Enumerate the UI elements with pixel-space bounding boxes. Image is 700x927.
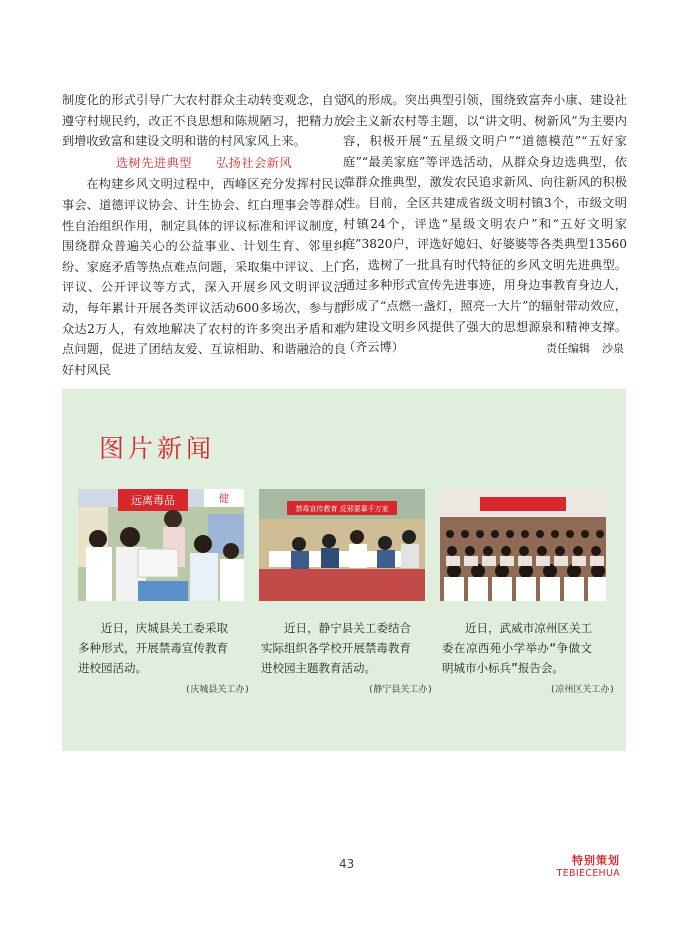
photo-source: (庆城县关工办)	[185, 685, 250, 695]
news-photo-jingning	[259, 489, 425, 601]
banner-text: 健	[219, 494, 229, 505]
page-number: 43	[339, 857, 355, 871]
article-paragraph: 在构建乡风文明过程中，西峰区充分发挥村民议事会、道德评议协会、计生协会、红白理事会等群众性自治组织作用，制定具体的评议标准和评议制度，围绕群众普遍关心的公益事业、计划生育、邻里纠纷、家庭矛盾等热点难点问题，采取集中评议、上门评议、公开评议等方式，深入开展乡风文明评议活动，每年累计开展各类评议活动600多场次，参与群众达2万人，有效地解决了农村的许多突出矛盾和难点问题，促进了团结友爱、互谅相助、和谐融洽的良好村风民	[62, 177, 346, 377]
subheading-part: 选树先进典型	[115, 155, 192, 170]
article-right-column	[343, 90, 627, 358]
section-name-en: TEBIECEHUA	[556, 868, 620, 879]
section-subheading	[62, 153, 346, 174]
news-photo-qingcheng	[78, 489, 244, 601]
photo-caption: 近日，武威市凉州区关工委在凉西苑小学举办“争做文明城市小标兵”报告会。	[442, 621, 592, 675]
article-left-column	[62, 90, 346, 380]
banner-text: 远离毒品	[131, 494, 175, 507]
section-tag	[557, 852, 620, 879]
section-name-cn: 特别策划	[572, 854, 620, 867]
picture-news-title: 图片新闻	[99, 434, 216, 463]
photo-source: (静宁县关工办)	[368, 685, 433, 695]
photo-caption: 近日，庆城县关工委采取多种形式，开展禁毒宣传教育进校园活动。	[78, 621, 228, 675]
banner-text: 禁毒宣传教育 反邪要靠千万家	[295, 505, 389, 513]
news-photo-liangzhou	[440, 489, 606, 601]
subheading-part: 弘扬社会新风	[216, 155, 293, 170]
article-paragraph: 风的形成。突出典型引领，围绕致富奔小康、建设社会主义新农村等主题，以“讲文明、树新风”为主要内容，积极开展“五星级文明户”“道德模范”“五好家庭”“最美家庭”等评选活动，从群众身边选典型，依靠群众推典型，激发农民追求新风、向往新风的积极性。目前，全区共建成省级文明村镇3个，市级文明村镇24个，评选“星级文明农户”和“五好文明家庭”3820户，评选好媳妇、好婆婆等各类典型13560名，选树了一批具有时代特征的乡风文明先进典型。通过多种形式宣传先进事迹，用身边事教育身边人，形成了“点燃一盏灯，照亮一大片”的辐射带动效应，为建设文明乡风提供了强大的思想源泉和精神支撑。（齐云博）	[343, 93, 627, 355]
editor-name: 沙泉	[602, 342, 624, 355]
editor-label: 责任编辑	[546, 342, 590, 355]
article-paragraph: 制度化的形式引导广大农村群众主动转变观念，自觉遵守村规民约，改正不良思想和陈规陋习，把精力放到增收致富和建设文明和谐的村风家风上来。	[62, 93, 346, 149]
picture-news-section	[62, 389, 626, 751]
photo-caption: 近日，静宁县关工委结合实际组织各学校开展禁毒教育进校园主题教育活动。	[261, 621, 411, 675]
editor-credit	[546, 340, 624, 356]
photo-source: (凉州区关工办)	[550, 685, 615, 695]
